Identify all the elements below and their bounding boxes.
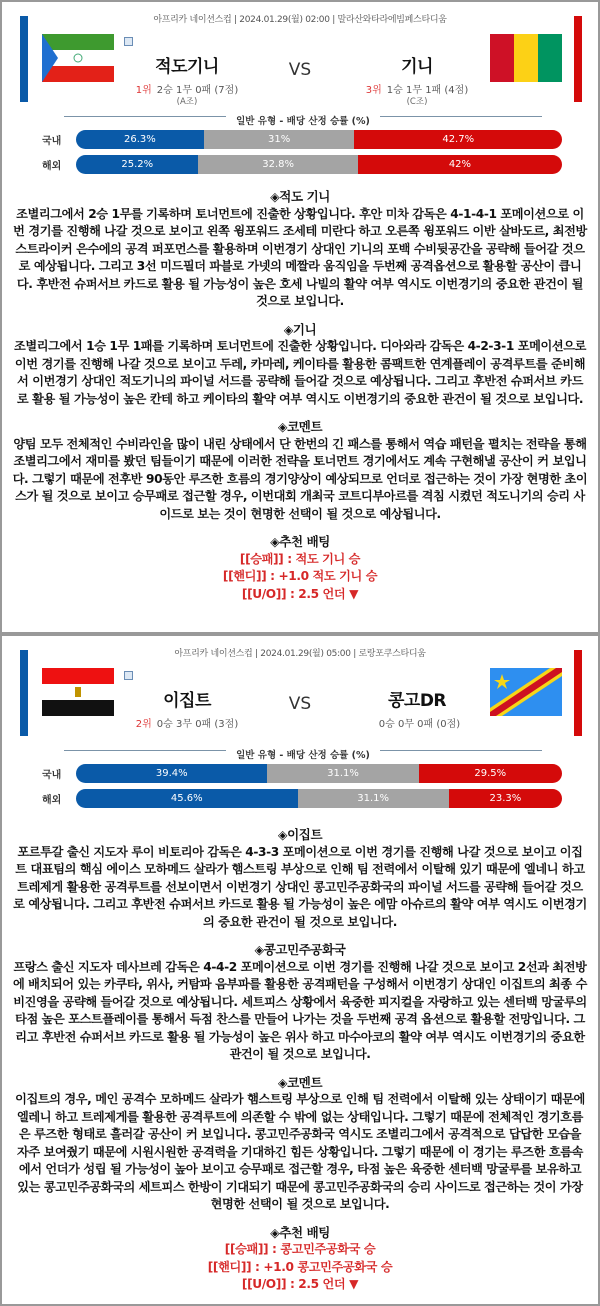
home-odds-segment: 25.2% [76, 155, 198, 174]
away-record [317, 715, 517, 730]
odds-row-label: 해외 [42, 795, 62, 806]
odds-row-label: 국내 [42, 136, 62, 147]
vs-label: VS [288, 60, 312, 80]
info-icon[interactable] [124, 671, 133, 680]
draw-odds-segment: 31.1% [267, 764, 418, 783]
match-card [0, 0, 600, 634]
home-team-name: 이집트 [163, 691, 211, 711]
home-record [87, 81, 287, 96]
recommended-picks [12, 551, 588, 604]
away-team-name: 콩고DR [387, 691, 447, 711]
odds-section-title-text: 일반 유형 - 배당 산정 승률 (%) [226, 750, 380, 761]
odds-row-label: 해외 [42, 161, 62, 172]
analysis-body [12, 188, 588, 603]
odds-bar [76, 789, 562, 808]
odds-bar [76, 130, 562, 149]
away-color-bar [574, 16, 582, 102]
match-card [0, 634, 600, 1306]
pick-item: [[U/O]] : 2.5 언더 ▼ [241, 586, 359, 601]
odds-section-title-text: 일반 유형 - 배당 산정 승률 (%) [226, 116, 380, 127]
home-color-bar [20, 16, 28, 102]
section-text: 조별리그에서 2승 1무를 기록하며 토너먼트에 진출한 상황입니다. 후안 미차 감독은 4-1-4-1 포메이션으로 이번 경기를 진행해 나갈 것으로 보이고 왼쪽 윙포워드 조세테 미란다 하고 오른쪽 윙포워드 이반 살바도르, 최전방 스트라이커 은수에의 공격 퍼포먼스를 활용하며 이번경기 상대인 기니의 포백 수비뒷공간을 공략해 들어갈 것으로 예상됩니다. 그리고 3선 미드필더 파블로 가넷의 메짤라 움직임을 두번째 공격옵션으로 활용할 공산이 큽니다. 후반전 슈퍼서브 카드로 활용 될 가능성이 높은 호세 나빌의 활약 여부 역시도 이번경기의 중요한 관건이 될 것으로 보입니다. [13, 206, 587, 308]
section-text: 포르투갈 출신 지도자 루이 비토리아 감독은 4-3-3 포메이션으로 이번 경기를 진행해 나갈 것으로 보이고 이집트 대표팀의 핵심 에이스 모하메드 살라가 햄스트링 부상으로 인해 팀 전력에서 이탈해 있기 때문에 엘네니 하고 트레제게 활용한 공격루트를 선보이면서 이번경기 상대인 콩고민주공화국의 파이널 서드를 공략해 들어갈 것으로 예상됩니다. 그리고 후반전 슈퍼서브 카드로 활용 될 가능성이 높은 에맘 아슈르의 활약 여부 역시도 이번경기의 중요한 관건이 될 것으로 보입니다. [13, 844, 587, 929]
away-odds-segment: 42.7% [354, 130, 562, 149]
section-text: 이집트의 경우, 메인 공격수 모하메드 살라가 햄스트링 부상으로 인해 팀 전력에서 이탈해 있는 상태이기 때문에 엘레니 하고 트레제게를 활용한 공격루트에 의존할 수 밖에 없는 상태입니다. 그렇기 때문에 전체적인 경기흐름은 루즈한 형태로 흘러갈 공산이 커 보입니다. 콩고민주공화국 역시도 조별리그에서 공격적으로 답답한 모습을 자주 보여줬기 때문에 시원시원한 공격력을 기대하긴 힘든 상황입니다. 그렇기 때문에 이 경기는 루즈한 흐름속에서 언더가 성립 될 가능성이 높아 보이고 승무패로 접근할 경우, 타점 높은 육중한 센터백 망굴루를 보유하고 있는 콩고민주공화국의 세트피스 한방이 기대되기 때문에 콩고민주공화국의 승리 사이드로 접근하는 것이 가장 현명한 선택이 될 것으로 보입니다. [15, 1092, 585, 1211]
away-color-bar [574, 650, 582, 736]
odds-section-title [64, 743, 542, 761]
away-group: (C조) [406, 97, 428, 107]
section-heading: ◈코멘트 [277, 1074, 323, 1090]
away-record-text: 0승 0무 0패 (0점) [378, 719, 461, 730]
pick-item: [[핸디]] : +1.0 적도 기니 승 [222, 569, 378, 583]
draw-odds-segment: 31.1% [298, 789, 449, 808]
away-rank: 3위 [365, 85, 382, 96]
pick-item: [[승패]] : 적도 기니 승 [239, 551, 361, 566]
section-text: 양팀 모두 전체적인 수비라인을 많이 내린 상태에서 단 한번의 긴 패스를 통해서 역습 패턴을 펼치는 전략을 통해 조별리그에서 재미를 봤던 팀들이기 때문에 이러한 전략을 토너먼트 경기에서도 계속 구현해낼 공산이 커 보입니다. 그렇기 때문에 전후반 90동안 루즈한 흐름의 경기양상이 예상되므로 언더로 접근하는 것이 가장 현명한 초이스가 될 것으로 보이고 승무패로 접근할 경우, 이번대회 개최국 코트디부아르를 격침 시켰던 적도니기의 승리 사이드로 보는 것이 현명한 선택이 될 것으로 예상됩니다. [12, 436, 588, 521]
analysis-body [12, 826, 588, 1294]
home-record [87, 715, 287, 730]
section-heading: ◈콩고민주공화국 [254, 942, 346, 957]
pick-item: [[승패]] : 콩고민주공화국 승 [224, 1242, 376, 1256]
home-color-bar [20, 650, 28, 736]
home-odds-segment: 45.6% [76, 789, 298, 808]
section-text: 조별리그에서 1승 1무 1패를 기록하며 토너먼트에 진출한 상황입니다. 디아와라 감독은 4-2-3-1 포메이션으로 이번 경기를 진행해 나갈 것으로 보이고 두레, 카마레, 케이타를 활용한 콤팩트한 연계플레이 공격루트를 준비해서 이번경기 상대인 적도기니의 파이널 서드를 공략해 들어갈 것으로 예상됩니다. 그리고 후반전 슈퍼서브 카드로 활용 될 가능성이 높은 칸테 하고 케이타의 활약 여부 역시도 이번경기의 중요한 관건이 될 것으로 보입니다. [14, 339, 586, 406]
odds-bar [76, 155, 562, 174]
picks-heading: ◈추천 배팅 [270, 534, 330, 549]
home-record-text: 2승 1무 0패 (7점) [156, 85, 239, 96]
home-rank: 1위 [135, 85, 152, 96]
picks-heading: ◈추천 배팅 [270, 1224, 330, 1240]
odds-row [42, 764, 562, 783]
away-record-text: 1승 1무 1패 (4점) [386, 85, 469, 96]
draw-odds-segment: 31% [204, 130, 355, 149]
match-meta: 아프리카 네이션스컵 | 2024.01.29(월) 02:00 | 말라산와타라에빔페스타디움 [153, 15, 447, 25]
pick-item: [[U/O]] : 2.5 언더 ▼ [241, 1277, 359, 1291]
away-odds-segment: 23.3% [449, 789, 562, 808]
section-heading: ◈코멘트 [277, 419, 323, 434]
section-heading: ◈이집트 [277, 827, 323, 842]
section-text: 프랑스 출신 지도자 데사브레 감독은 4-4-2 포메이션으로 이번 경기를 진행해 나갈 것으로 보이고 2선과 최전방에 배치되어 있는 카쿠타, 위사, 커탐파 음부파를 활용한 공격패턴을 구성해서 이번경기 상대인 이집트의 최종 수비진영을 공략해 들어갈 것으로 예상됩니다. 세트피스 상황에서 육중한 피지컬을 자랑하고 있는 센터백 망굴루의 타점 높은 포스트플레이를 통해서 득점 찬스를 만들어 나가는 것을 두번째 공격 옵션으로 활용할 전망입니다. 그리고 후반전 슈퍼서브 카드로 활용 될 가능성이 높은 위사 하고 마수아코의 활약 여부 역시도 이번경기의 중요한 관건이 될 것으로 보입니다. [12, 959, 588, 1061]
match-meta: 아프리카 네이션스컵 | 2024.01.29(월) 05:00 | 로랑포쿠스타디움 [174, 649, 426, 659]
home-record-text: 0승 3무 0패 (3점) [156, 719, 239, 730]
odds-row [42, 130, 562, 149]
pick-item: [[핸디]] : +1.0 콩고민주공화국 승 [207, 1259, 393, 1274]
recommended-picks [12, 1241, 588, 1294]
odds-bar [76, 764, 562, 783]
vs-label: VS [288, 694, 312, 714]
section-heading: ◈적도 기니 [270, 189, 330, 204]
odds-section-title [64, 109, 542, 127]
away-record [317, 81, 517, 96]
info-icon[interactable] [124, 37, 133, 46]
home-team-name: 적도기니 [155, 57, 219, 77]
home-odds-segment: 39.4% [76, 764, 267, 783]
odds-row [42, 155, 562, 174]
draw-odds-segment: 32.8% [198, 155, 357, 174]
home-rank: 2위 [135, 719, 152, 730]
away-odds-segment: 29.5% [419, 764, 562, 783]
away-team-name: 기니 [401, 57, 433, 77]
section-heading: ◈기니 [283, 321, 317, 337]
odds-row-label: 국내 [42, 770, 62, 781]
home-group: (A조) [176, 97, 198, 107]
away-odds-segment: 42% [358, 155, 562, 174]
odds-row [42, 789, 562, 808]
home-odds-segment: 26.3% [76, 130, 204, 149]
